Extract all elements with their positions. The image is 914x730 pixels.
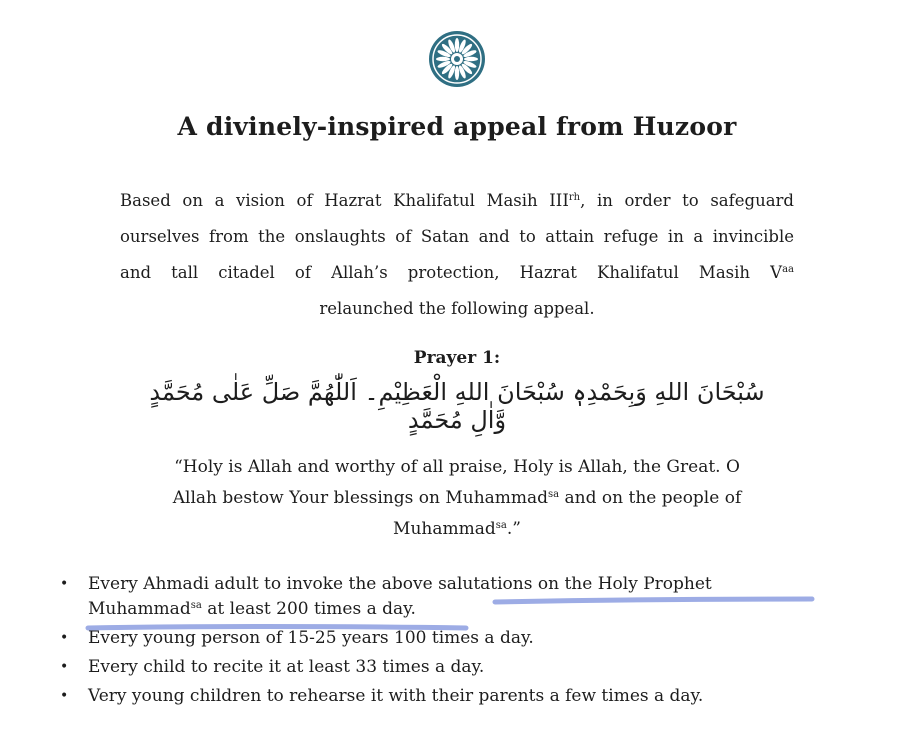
list-item: • Every child to recite it at least 33 times a day. [56,655,712,680]
list-item: • Every young person of 15-25 years 100 times a day. [56,626,712,651]
translation-line-1: “Holy is Allah and worthy of all praise, Holy is Allah, the Great. O [174,457,740,477]
page-title: A divinely-inspired appeal from Huzoor [177,112,737,141]
bullet: • [60,630,69,646]
intro-line-4: relaunched the following appeal. [319,299,595,318]
intro-paragraph [120,183,794,327]
translation-line-3: Muhammad$^{sa}$.” [393,519,521,539]
emblem-petal [436,57,450,61]
bullet: • [60,688,69,704]
list-item: • Very young children to rehearse it with their parents a few times a day. [56,684,712,709]
bullet: • [60,576,69,592]
appeal-list [56,572,712,713]
emblem-petal [455,66,459,80]
emblem-icon [428,30,486,88]
emblem-petal [455,38,459,52]
intro-line-2: ourselves from the onslaughts of Satan and to attain refuge in a invincible [120,227,794,246]
prayer-label: Prayer 1: [413,348,501,368]
intro-line-3: and tall citadel of Allah’s protection, Hazrat Khalifatul Masih $V^{aa}$ [120,263,794,282]
arabic-prayer: سُبْحَانَ اللهِ وَبِحَمْدِهٖ سُبْحَانَ اللهِ الْعَظِيْمِ۔ اَللّٰهُمَّ صَلِّ عَلٰى مُحَمَّدٍ وَّاٰلِ مُحَمَّدٍ [149,378,765,434]
prayer-translation [110,452,804,545]
intro-line-1: Based on a vision of Hazrat Khalifatul Masih $III^{rh}$, in order to safeguard [120,191,794,210]
list-item: • Every Ahmadi adult to invoke the above salutations on the Holy Prophet Muhammad$^{sa}$ at least 200 times a day. [60,574,712,619]
emblem-petal [464,57,478,61]
translation-line-2: Allah bestow Your blessings on Muhammad$^{sa}$ and on the people of [172,488,742,508]
bullet: • [60,659,69,675]
